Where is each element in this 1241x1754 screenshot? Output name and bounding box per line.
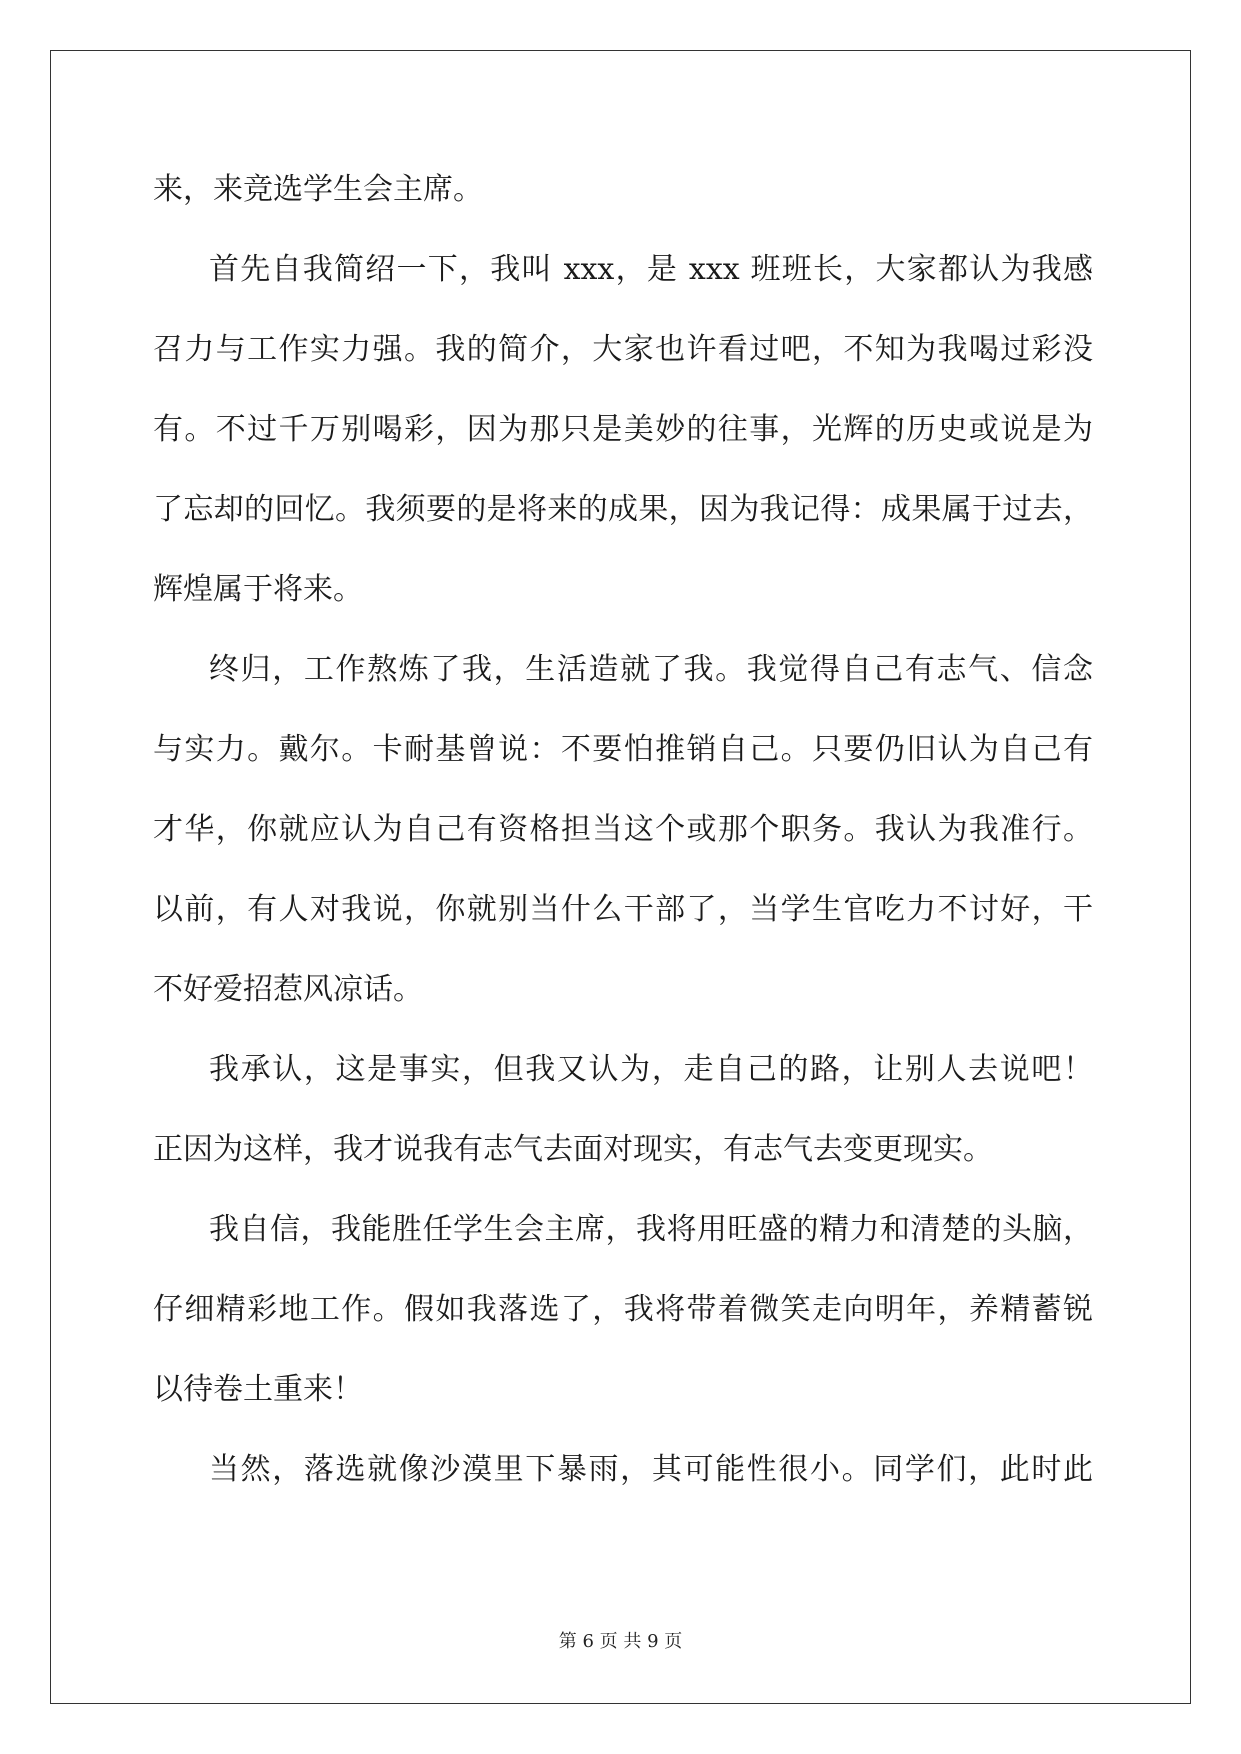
paragraph-line: 才华，你就应认为自己有资格担当这个或那个职务。我认为我准行。 [153, 812, 1093, 847]
page-footer: 第 6 页 共 9 页 [558, 1631, 683, 1652]
paragraph-line: 首先自我简绍一下，我叫 xxx，是 xxx 班班长，大家都认为我感 [209, 252, 1093, 287]
document-body [153, 150, 1093, 1510]
paragraph-line: 不好爱招惹风凉话。 [153, 972, 423, 1007]
paragraph-line: 来，来竞选学生会主席。 [153, 172, 483, 207]
paragraph-line: 仔细精彩地工作。假如我落选了，我将带着微笑走向明年，养精蓄锐 [153, 1292, 1093, 1327]
paragraph-line: 以前，有人对我说，你就别当什么干部了，当学生官吃力不讨好，干 [153, 892, 1093, 927]
paragraph-line: 与实力。戴尔。卡耐基曾说：不要怕推销自己。只要仍旧认为自己有 [153, 732, 1093, 767]
paragraph-line: 有。不过千万别喝彩，因为那只是美妙的往事，光辉的历史或说是为 [153, 412, 1093, 447]
paragraph-line: 辉煌属于将来。 [153, 572, 363, 607]
paragraph-line: 我自信，我能胜任学生会主席，我将用旺盛的精力和清楚的头脑， [209, 1212, 1093, 1247]
paragraph-line: 以待卷土重来！ [153, 1372, 363, 1407]
paragraph-line: 当然，落选就像沙漠里下暴雨，其可能性很小。同学们，此时此 [209, 1452, 1093, 1487]
paragraph-line: 召力与工作实力强。我的简介，大家也许看过吧，不知为我喝过彩没 [153, 332, 1093, 367]
paragraph-line: 正因为这样，我才说我有志气去面对现实，有志气去变更现实。 [153, 1132, 993, 1167]
paragraph-line: 我承认，这是事实，但我又认为，走自己的路，让别人去说吧！ [209, 1052, 1093, 1087]
paragraph-line: 了忘却的回忆。我须要的是将来的成果，因为我记得：成果属于过去， [153, 492, 1093, 527]
paragraph-line: 终归，工作熬炼了我，生活造就了我。我觉得自己有志气、信念 [209, 652, 1093, 687]
